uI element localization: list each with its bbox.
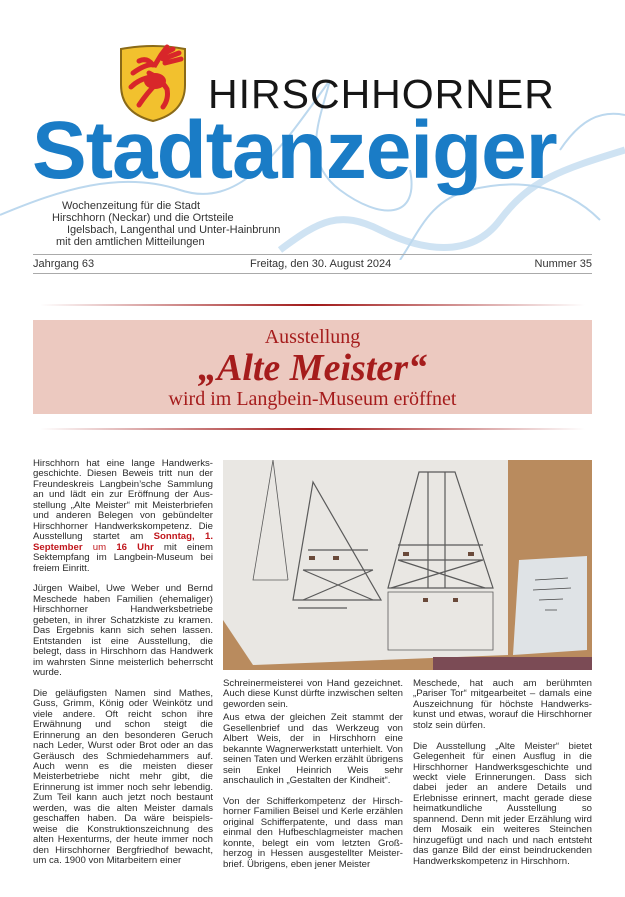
masthead-title: Stadtanzeiger (32, 105, 557, 196)
paragraph: Schreinermeisterei von Hand gezeichnet. Auch diese Kunst dürfte inzwischen selten geworden sein. (223, 678, 403, 710)
article-column-2 (223, 679, 403, 880)
subtitle-line: Wochenzeitung für die Stadt (62, 200, 200, 212)
paragraph: Von der Schifferkompetenz der Hirschhorner Familien Beisel und Kerle erzählen original Schifferpatente, und dass man einmal den Hufbeschlagmeister machen konnte, belegt ein vom letzten Großherzog in Hessen ausgestellter Meisterbrief. Übrigens, eben jener Meister (223, 795, 403, 870)
paragraph: Jürgen Waibel, Uwe Weber und Bernd Meschede haben Familien (ehemaliger) Hirschhorner Handwerksbetriebe gebeten, in ihrer Schatzkiste zu kramen. Das Ergebnis kann sich sehen lassen. Entstanden ist eine Ausstellung, die belegt, dass in Hirschhorn das Handwerk im wahrsten Sinne meisterlich beherrscht wurde. (33, 583, 213, 678)
subtitle-line: Hirschhorn (Neckar) und die Ortsteile (52, 212, 234, 224)
subtitle-line: mit den amtlichen Mitteilungen (56, 236, 205, 248)
article-deck: wird im Langbein-Museum eröffnet (168, 388, 457, 410)
article-column-1 (33, 459, 213, 877)
paragraph: Aus etwa der gleichen Zeit stammt der Gesellenbrief und das Werkzeug von Albert Weis, der in Hirschhorn eine bekannte Wagnerwerkstatt unterhielt. Von seinen Taten und Werken erzählt übrigens sein Enkel Heinrich Weis sehr anschaulich in „Gestalten der Kindheit“. (223, 712, 403, 787)
subtitle-line: Igelsbach, Langenthal und Unter-Hainbrunn (67, 224, 281, 236)
volume-label: Jahrgang 63 (33, 258, 95, 270)
text: Hirschhorn hat eine lange Handwerksgeschichte. Diesen Beweis tritt nun der Freundeskreis Langbein’sche Sammlung an und lädt ein zur Eröffnung der Ausstellung „Alte Meister“ mit Meisterbriefen und anderen Belegen von gebündelter Hirschhorner Handwerkskompetenz. Die Ausstellung startet am (33, 458, 213, 543)
article-headline: „Alte Meister“ (197, 347, 428, 389)
event-time: 16 Uhr (116, 541, 154, 553)
headline-band (33, 320, 592, 414)
article-column-3 (413, 679, 592, 877)
paragraph: Die Ausstellung „Alte Meister“ bietet Gelegenheit für einen Ausflug in die Hirschhorner Handwerksgeschichte und weckt viele Erinnerungen. Dass sich dabei jeder an andere Details und Erlebnisse erinnert, macht gerade diese heimatkundliche Ausstellung so spannend. Denn mit jeder Erzählung wird dem Mosaik ein weiteres Steinchen hinzugefügt und nach und nach entsteht das ganze Bild der einst beindruckenden Handwerkskompetenz in Hirschhorn. (413, 740, 592, 867)
construction-drawing-image (223, 460, 592, 670)
paragraph: Meschede, hat auch am berühmten „Pariser Tor“ mitgearbeitet – damals eine Auszeichnung für höchste Handwerkskunst und etwas, worauf die Hirschhorner stolz sein dürfen. (413, 678, 592, 731)
issue-date: Freitag, den 30. August 2024 (250, 258, 392, 270)
paragraph: Die geläufigsten Namen sind Mathes, Guss, Grimm, König oder Weinkötz und viele andere. Oft reicht schon ihre Erwähnung und schon steigt die Erinnerung an den besonderen Geruch nach Leder, Wurst oder Brot oder an das Geräusch des Schmiedehammers auf. Auch wenn es die meisten dieser Meisterbetriebe nicht mehr gibt, die Erinnerung ist immer noch sehr lebendig. Zum Teil kann auch jetzt noch bestaunt werden, was die alten Meister damals geschaffen haben. Da wäre beispielsweise die Konstruktionszeichnung des alten Hexenturms, der heute immer noch den Hirschhorner Bergfriedhof bewacht, um ca. 1900 von Mitarbeitern einer (33, 687, 213, 867)
event-date: Sonntag, 1. September (33, 531, 213, 553)
article-kicker: Ausstellung (264, 326, 361, 348)
article-photo-drawing (223, 460, 592, 670)
divider (33, 273, 592, 274)
red-divider (40, 428, 585, 430)
masthead-title-top: HIRSCHHORNER (208, 71, 555, 117)
divider (33, 254, 592, 255)
text: um (82, 541, 117, 553)
text: mit einem Sektempfang im Langbein-Museum bei freiem Einritt. (33, 541, 214, 574)
red-divider (40, 304, 585, 306)
issue-number: Nummer 35 (534, 258, 592, 270)
